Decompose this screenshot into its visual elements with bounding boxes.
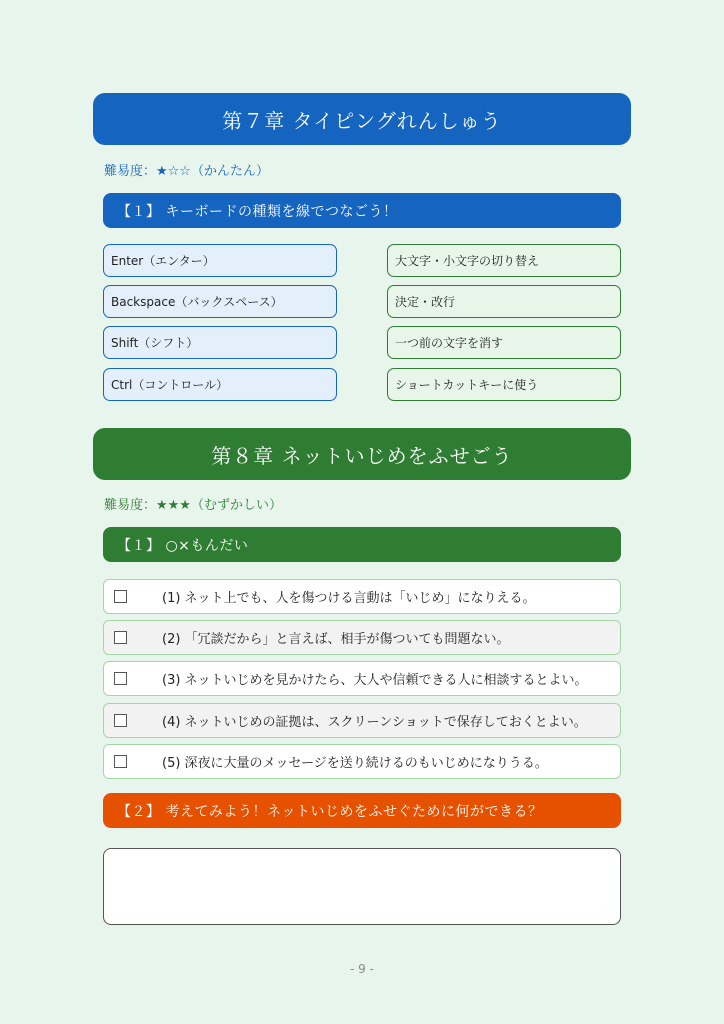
quiz-row	[103, 620, 621, 655]
function-item-label: 一つ前の文字を消す	[395, 336, 504, 350]
quiz-checkbox[interactable]	[114, 755, 127, 768]
chapter7-title-banner	[93, 93, 631, 145]
key-item-label: Ctrl（コントロール）	[111, 378, 229, 392]
quiz-checkbox[interactable]	[114, 672, 127, 685]
chapter8-section2-header	[103, 793, 621, 828]
quiz-checkbox[interactable]	[114, 714, 127, 727]
answer-text-area[interactable]	[103, 848, 621, 925]
quiz-row	[103, 744, 621, 779]
quiz-checkbox[interactable]	[114, 590, 127, 603]
key-item-enter[interactable]	[103, 244, 337, 277]
quiz-question: (1) ネット上でも、人を傷つける言動は「いじめ」になりえる。	[162, 591, 536, 606]
chapter7-title: 第７章 タイピングれんしゅう	[222, 108, 502, 133]
chapter8-section1-header	[103, 527, 621, 562]
function-item-case-toggle[interactable]	[387, 244, 621, 277]
function-item-label: ショートカットキーに使う	[395, 378, 539, 392]
function-item-label: 決定・改行	[395, 295, 456, 309]
quiz-checkbox[interactable]	[114, 631, 127, 644]
quiz-question: (3) ネットいじめを見かけたら、大人や信頼できる人に相談するとよい。	[162, 673, 588, 688]
quiz-question: (2) 「冗談だから」と言えば、相手が傷ついても問題ない。	[162, 632, 510, 647]
key-item-label: Enter（エンター）	[111, 254, 215, 268]
quiz-question: (4) ネットいじめの証拠は、スクリーンショットで保存しておくとよい。	[162, 715, 587, 730]
chapter7-section1-header	[103, 193, 621, 228]
function-item-delete[interactable]	[387, 326, 621, 359]
chapter7-difficulty: 難易度：★☆☆（かんたん）	[104, 164, 269, 179]
function-item-label: 大文字・小文字の切り替え	[395, 254, 540, 268]
quiz-row	[103, 579, 621, 614]
quiz-row	[103, 703, 621, 738]
quiz-row	[103, 661, 621, 696]
chapter8-title-banner	[93, 428, 631, 480]
function-item-confirm[interactable]	[387, 285, 621, 318]
chapter7-section1-title: 【１】 キーボードの種類を線でつなごう！	[117, 203, 398, 220]
key-item-shift[interactable]	[103, 326, 337, 359]
key-item-backspace[interactable]	[103, 285, 337, 318]
quiz-question: (5) 深夜に大量のメッセージを送り続けるのもいじめになりうる。	[162, 756, 548, 771]
chapter8-section2-title: 【２】 考えてみよう！ネットいじめをふせぐために何ができる？	[117, 803, 543, 820]
function-item-shortcut[interactable]	[387, 368, 621, 401]
chapter8-section1-title: 【１】 ○×もんだい	[117, 537, 249, 554]
chapter8-title: 第８章 ネットいじめをふせごう	[211, 443, 513, 468]
page-number: - 9 -	[350, 962, 374, 976]
key-item-label: Backspace（バックスペース）	[111, 295, 283, 309]
key-item-ctrl[interactable]	[103, 368, 337, 401]
key-item-label: Shift（シフト）	[111, 336, 199, 350]
chapter8-difficulty: 難易度：★★★（むずかしい）	[104, 498, 282, 513]
